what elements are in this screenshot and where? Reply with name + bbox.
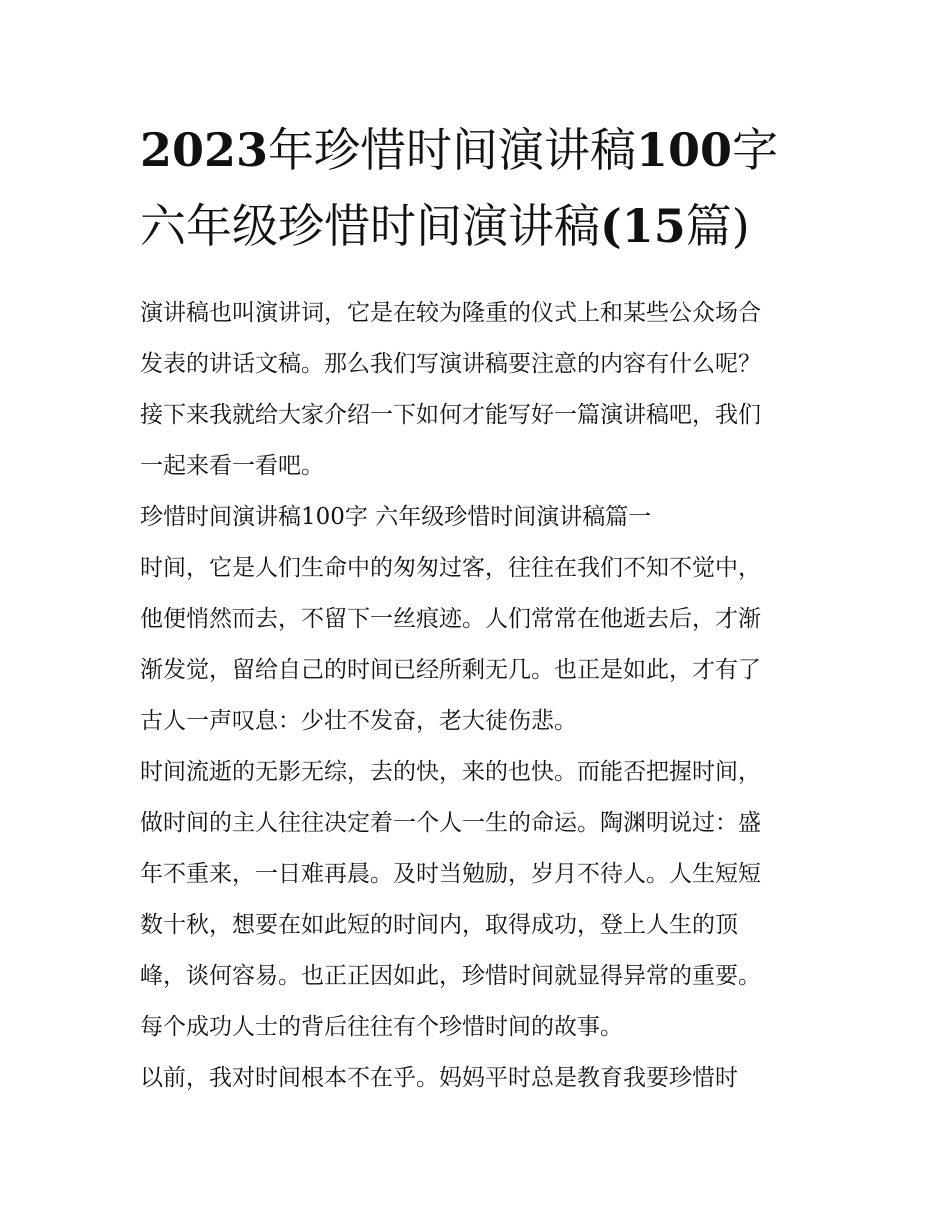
- paragraph: [140, 543, 812, 747]
- document-page: [140, 112, 812, 1104]
- text-line: 年不重来，一日难再晨。及时当勉励，岁月不待人。人生短短: [140, 861, 761, 887]
- title-line-2: [140, 188, 812, 264]
- text-line: 做时间的主人往往决定着一个人一生的命运。陶渊明说过：盛: [140, 810, 761, 836]
- text-line: 他便悄然而去，不留下一丝痕迹。人们常常在他逝去后，才渐: [140, 606, 761, 632]
- document-body: [140, 288, 812, 1104]
- text-line: 一起来看一看吧。: [140, 453, 324, 479]
- title-text: 篇): [685, 199, 750, 253]
- paragraph: [140, 747, 812, 1053]
- title-year: 2023: [140, 123, 269, 177]
- text-line: 时间流逝的无影无综，去的快，来的也快。而能否把握时间，: [140, 759, 761, 785]
- text-line: 渐发觉，留给自己的时间已经所剩无几。也正是如此，才有了: [140, 657, 761, 683]
- title-text: 六年级珍惜时间演讲稿: [140, 199, 600, 253]
- text-line: 珍惜时间演讲稿100字 六年级珍惜时间演讲稿篇一: [140, 504, 652, 530]
- title-number: 100: [636, 123, 733, 177]
- text-line: 古人一声叹息：少壮不发奋，老大徒伤悲。: [140, 708, 577, 734]
- text-line: 峰，谈何容易。也正正因如此，珍惜时间就显得异常的重要。: [140, 963, 761, 989]
- title-text: 年珍惜时间演讲稿: [268, 123, 637, 177]
- paragraph: [140, 1053, 812, 1104]
- document-title: [140, 112, 812, 264]
- text-line: 数十秋，想要在如此短的时间内，取得成功，登上人生的顶: [140, 912, 738, 938]
- title-line-1: [140, 112, 812, 188]
- text-line: 以前，我对时间根本不在乎。妈妈平时总是教育我要珍惜时: [140, 1065, 738, 1091]
- text-line: 每个成功人士的背后往往有个珍惜时间的故事。: [140, 1014, 623, 1040]
- title-text: 字: [732, 123, 779, 177]
- text-line: 时间，它是人们生命中的匆匆过客，往往在我们不知不觉中，: [140, 555, 761, 581]
- title-count: (15: [600, 199, 686, 253]
- text-line: 发表的讲话文稿。那么我们写演讲稿要注意的内容有什么呢？: [140, 351, 761, 377]
- paragraph-intro: [140, 288, 812, 492]
- text-line: 演讲稿也叫演讲词，它是在较为隆重的仪式上和某些公众场合: [140, 300, 761, 326]
- section-heading: [140, 492, 812, 543]
- text-line: 接下来我就给大家介绍一下如何才能写好一篇演讲稿吧，我们: [140, 402, 761, 428]
